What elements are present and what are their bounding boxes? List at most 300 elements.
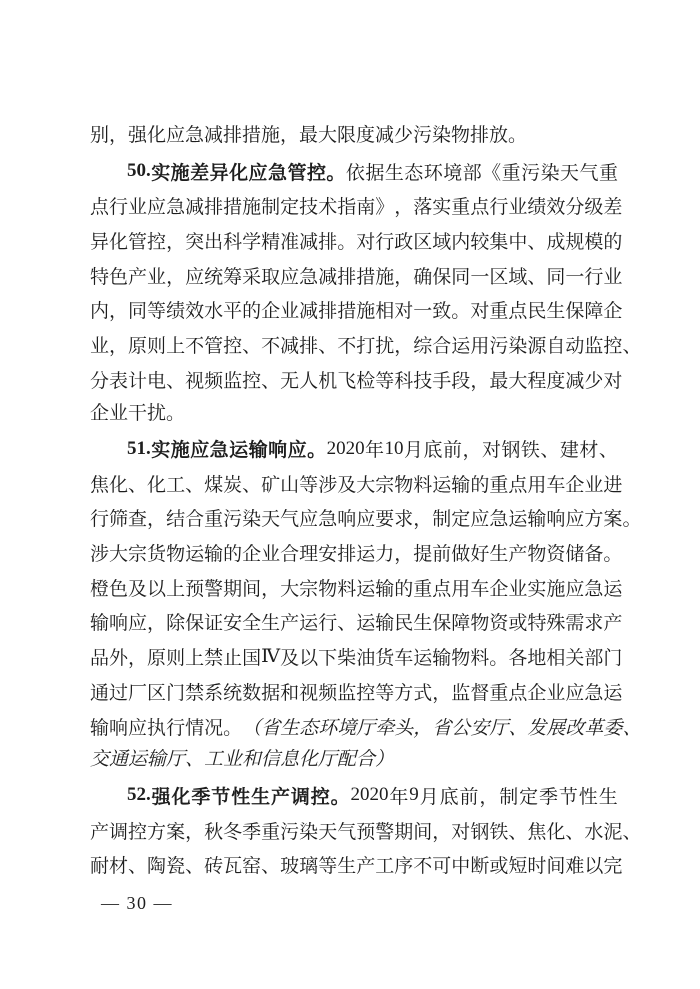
text-run: 确 [413,266,433,288]
text-run: 落 [413,197,433,219]
text-run: 、 [337,613,357,635]
text-run: 施 [356,301,376,323]
text-run: 调 [290,786,310,808]
text-run: 除 [166,613,186,635]
text-run: 同 [546,266,566,288]
text-run: 重 [204,509,224,531]
text-line [90,570,623,605]
text-run: 2020 [326,437,365,459]
text-run: 措 [356,266,376,288]
text-run: 应 [299,509,319,531]
text-run: 间 [546,856,566,878]
text-run: 急 [584,682,604,704]
text-run: 关 [565,648,585,670]
text-run: 生 [598,786,618,808]
text-run: 保 [565,301,585,323]
text-run: 材 [109,856,129,878]
text-run: 不 [413,856,433,878]
text-run: 运 [185,544,205,566]
text-run: 铁 [520,440,540,462]
text-run: 应 [190,440,210,462]
text-run: 山 [280,474,300,496]
text-run: 、 [622,335,642,357]
text-run: 、 [527,231,547,253]
text-run: 内 [90,301,110,323]
text-run: 对 [356,231,376,253]
text-run: 一 [470,266,490,288]
text-run: 生 [280,717,300,739]
text-run: 输 [451,474,471,496]
text-run: 重 [261,821,281,843]
text-run: 或 [508,613,528,635]
text-line [90,501,642,536]
text-run: 、 [622,821,642,843]
text-run: 门 [166,682,186,704]
text-run: 点 [432,578,452,600]
text-run: 气 [280,509,300,531]
text-run: 相 [375,301,395,323]
text-run: 行 [318,613,338,635]
text-run: 控 [242,370,262,392]
text-run: 特 [527,613,547,635]
text-run: 对 [451,821,471,843]
text-line [90,431,618,466]
text-run: 内 [451,231,471,253]
text-run: 应 [248,162,268,184]
text-run: 通 [90,682,110,704]
text-run: ， [166,266,186,288]
text-run: 科 [223,231,243,253]
text-run: 业 [584,474,604,496]
text-run: 绩 [166,301,186,323]
text-run: 煤 [204,474,224,496]
text-run: 效 [546,197,566,219]
text-run: 前 [459,786,479,808]
text-run: 境 [443,162,463,184]
text-run: 点 [508,474,528,496]
text-run: 、 [527,266,547,288]
text-run: 响 [268,440,288,462]
text-run: 9 [409,784,419,806]
text-run: 难 [565,856,585,878]
text-run: 点 [90,197,110,219]
text-run: 、 [261,370,281,392]
text-run: 响 [109,717,129,739]
text-run: 督 [470,682,490,704]
text-run: 差 [190,162,210,184]
text-run: 急 [299,266,319,288]
text-line [90,327,642,362]
text-run: ， [394,197,414,219]
text-run: 应 [280,266,300,288]
text-run: 物 [451,648,471,670]
text-run: 定 [280,197,300,219]
text-run: 用 [451,578,471,600]
text-run: 等 [375,370,395,392]
text-run: 警 [204,578,224,600]
text-run: 头 [394,717,414,739]
text-run: 委 [603,717,623,739]
text-run: 频 [318,682,338,704]
text-run: 实 [527,578,547,600]
text-run: 砖 [204,856,224,878]
text-run: 性 [578,786,598,808]
text-run: 证 [204,613,224,635]
text-run: 取 [261,266,281,288]
text-run: 应 [185,266,205,288]
text-run: 排 [204,197,224,219]
text-run: 、 [166,370,186,392]
text-run: 控 [310,786,330,808]
text-run: 计 [128,370,148,392]
text-run: 货 [147,544,167,566]
text-run: 模 [584,231,604,253]
text-run: 运 [356,613,376,635]
text-run: 、 [261,856,281,878]
text-run: 监 [337,682,357,704]
text-run: 。 [337,231,357,253]
text-run: 染 [299,821,319,843]
text-run: 2020 [350,784,389,806]
text-run: 下 [318,648,338,670]
text-run: 最 [489,370,509,392]
text-run: 全 [242,613,262,635]
text-run: 产 [270,786,290,808]
text-run: 的 [242,301,262,323]
text-run: 。 [307,440,327,462]
text-line [90,397,618,432]
text-run: 管 [287,162,307,184]
text-run: 重 [489,682,509,704]
text-run: 保 [432,266,452,288]
text-run: 施 [170,440,190,462]
text-run: 定 [451,509,471,531]
text-run: 应 [147,197,167,219]
text-run: 业 [280,301,300,323]
text-run: 实 [432,197,452,219]
text-run: 程 [527,370,547,392]
text-run: 飞 [337,370,357,392]
text-run: 宗 [299,578,319,600]
text-run: 瓷 [166,856,186,878]
text-run: 行 [90,509,110,531]
text-line [90,362,623,397]
text-run: 视 [185,370,205,392]
text-run: 应 [356,509,376,531]
text-run: 大 [109,544,129,566]
text-run: 柴 [337,648,357,670]
text-line [90,258,623,293]
text-run: 监 [223,370,243,392]
text-run: 工 [166,474,186,496]
text-run: 车 [394,648,414,670]
text-run: 采 [242,266,262,288]
text-run: 业 [603,266,623,288]
text-run: 政 [394,231,414,253]
text-run: 方 [584,509,604,531]
text-run: 区 [147,682,167,704]
text-run: 应 [565,509,585,531]
text-run: 保 [432,613,452,635]
text-run: 间 [242,578,262,600]
text-line [90,154,618,189]
text-run: ， [479,786,499,808]
text-run: 行 [109,197,129,219]
text-run: 矿 [261,474,281,496]
text-run: 厅 [489,717,509,739]
text-run: ， [432,682,452,704]
text-run: 南 [356,197,376,219]
text-run: 生 [489,544,509,566]
text-line [90,223,623,258]
text-run: 10 [384,437,404,459]
text-run: 年 [365,440,385,462]
text-run: 求 [394,509,414,531]
text-run: 对 [470,301,490,323]
text-run: 出 [204,231,224,253]
text-run: 运 [356,544,376,566]
text-run: 管 [128,231,148,253]
text-run: 省 [261,717,281,739]
text-run: 减 [185,197,205,219]
text-run: 企 [242,544,262,566]
text-run: 响 [546,509,566,531]
text-run: 涉 [90,544,110,566]
text-run: 扰 [375,335,395,357]
text-run: 用 [527,474,547,496]
text-line [90,778,618,813]
text-run: 节 [211,786,231,808]
text-run: 资 [489,613,509,635]
text-run: 大 [508,370,528,392]
text-run: 段 [451,370,471,392]
text-run: 应 [470,509,490,531]
text-run: 物 [527,544,547,566]
text-run: 术 [318,197,338,219]
text-run: 车 [546,474,566,496]
text-run: 玻 [280,856,300,878]
text-run: 、 [540,440,560,462]
text-run: 减 [280,335,300,357]
text-run: 障 [451,613,471,635]
text-run: 可 [432,856,452,878]
text-run: 分 [90,370,110,392]
text-run: 。 [326,162,346,184]
text-run: 案 [603,509,623,531]
text-run: 企 [527,682,547,704]
text-run: 产 [508,544,528,566]
text-run: 定 [519,786,539,808]
text-run: 完 [603,856,623,878]
text-run: 减 [299,231,319,253]
text-run: 控 [147,231,167,253]
text-run: 各 [508,648,528,670]
text-run: 重 [413,578,433,600]
text-run: 气 [337,821,357,843]
text-run: 污 [280,821,300,843]
text-run: 、 [508,717,528,739]
text-run: 发 [527,717,547,739]
text-run: 的 [603,231,623,253]
text-run: 车 [470,578,490,600]
text-run: ， [128,648,148,670]
text-run: 陶 [147,856,167,878]
text-run: 、 [128,474,148,496]
text-run: 对 [394,301,414,323]
text-line [90,847,623,882]
text-run: （ [242,717,262,739]
text-line [90,535,623,570]
text-run: 止 [223,648,243,670]
text-run: 准 [280,231,300,253]
text-run: 力 [375,544,395,566]
text-run: 。 [330,786,350,808]
text-run: 染 [540,162,560,184]
text-run: 改 [565,717,585,739]
text-run: 差 [603,197,623,219]
text-run: 业 [546,682,566,704]
text-run: 据 [365,162,385,184]
text-run: 民 [394,613,414,635]
text-run: 施 [375,266,395,288]
text-run: 瓦 [223,856,243,878]
text-run: 前 [442,440,462,462]
text-run: 产 [603,613,623,635]
text-run: 中 [451,856,471,878]
text-run: 底 [439,786,459,808]
text-run: 对 [481,440,501,462]
text-run: 气 [579,162,599,184]
text-run: 、 [185,474,205,496]
text-run: 及 [337,474,357,496]
text-run: 门 [603,648,623,670]
text-run: 调 [109,821,129,843]
text-run: 51. [127,437,151,459]
text-run: 输 [248,440,268,462]
text-run: 物 [394,474,414,496]
text-run: 革 [584,717,604,739]
text-run: 控 [603,335,623,357]
text-run: 措 [223,197,243,219]
text-run: 保 [185,613,205,635]
text-run: ， [166,231,186,253]
text-run: 查 [128,509,148,531]
text-run: 度 [546,370,566,392]
text-run: 产 [90,821,110,843]
text-run: 运 [356,578,376,600]
text-run: 《 [482,162,502,184]
text-run: 突 [185,231,205,253]
text-run: 材 [579,440,599,462]
text-run: 间 [413,821,433,843]
text-run: 耐 [90,856,110,878]
text-run: 点 [508,301,528,323]
text-run: 理 [299,544,319,566]
text-run: 序 [394,856,414,878]
text-run: 建 [559,440,579,462]
text-run: 控 [306,162,326,184]
text-run: 机 [318,370,338,392]
text-run: 要 [375,509,395,531]
text-run: 上 [166,578,186,600]
text-run: 人 [299,370,319,392]
text-run: 备 [584,544,604,566]
text-run: 环 [423,162,443,184]
text-run: 季 [539,786,559,808]
text-run: 。 [489,648,509,670]
text-run: 。 [451,301,471,323]
text-run: 部 [462,162,482,184]
text-run: 域 [432,231,452,253]
text-run: 焦 [527,821,547,843]
text-run: 手 [432,370,452,392]
page-number: — 30 — [101,893,173,913]
text-run: 排 [318,301,338,323]
text-run: 排 [337,544,357,566]
text-run: 及 [128,578,148,600]
text-run: 料 [413,474,433,496]
text-run: 情 [185,717,205,739]
text-run: ， [261,578,281,600]
text-run: 成 [546,231,566,253]
text-run: 52. [127,784,151,806]
text-run: 、 [622,717,642,739]
text-run: 铁 [489,821,509,843]
text-run: 行 [166,717,186,739]
text-run: 相 [546,648,566,670]
text-run: 况 [204,717,224,739]
text-run: 大 [280,578,300,600]
text-run: 重 [489,474,509,496]
text-run: 上 [185,648,205,670]
text-run: 橙 [90,578,110,600]
text-run: 区 [489,266,509,288]
text-run: 生 [337,856,357,878]
text-run: 合 [185,509,205,531]
text-run: 筹 [223,266,243,288]
text-run: 物 [470,613,490,635]
text-run: 应 [128,613,148,635]
text-run: 一 [413,301,433,323]
text-run: 天 [318,821,338,843]
text-run: 禁 [185,682,205,704]
text-run: 料 [337,578,357,600]
text-run: 频 [204,370,224,392]
text-run: 应 [287,440,307,462]
text-run: 排 [337,266,357,288]
text-run: ， [185,821,205,843]
text-run: 月 [419,786,439,808]
text-run: 不 [337,335,357,357]
text-run: 制 [432,509,452,531]
text-run: ， [432,821,452,843]
text-run: 措 [337,301,357,323]
text-run: 染 [508,335,528,357]
text-run: 致 [432,301,452,323]
text-run: 施 [546,578,566,600]
text-line [90,743,618,778]
text-run: 点 [508,682,528,704]
text-run: 强 [151,786,171,808]
text-run: 天 [261,509,281,531]
text-run: ， [394,266,414,288]
text-run: 季 [191,786,211,808]
text-run: 污 [489,335,509,357]
text-run: 安 [470,717,490,739]
text-run: 提 [413,544,433,566]
text-run: 点 [470,197,490,219]
text-run: 急 [584,578,604,600]
